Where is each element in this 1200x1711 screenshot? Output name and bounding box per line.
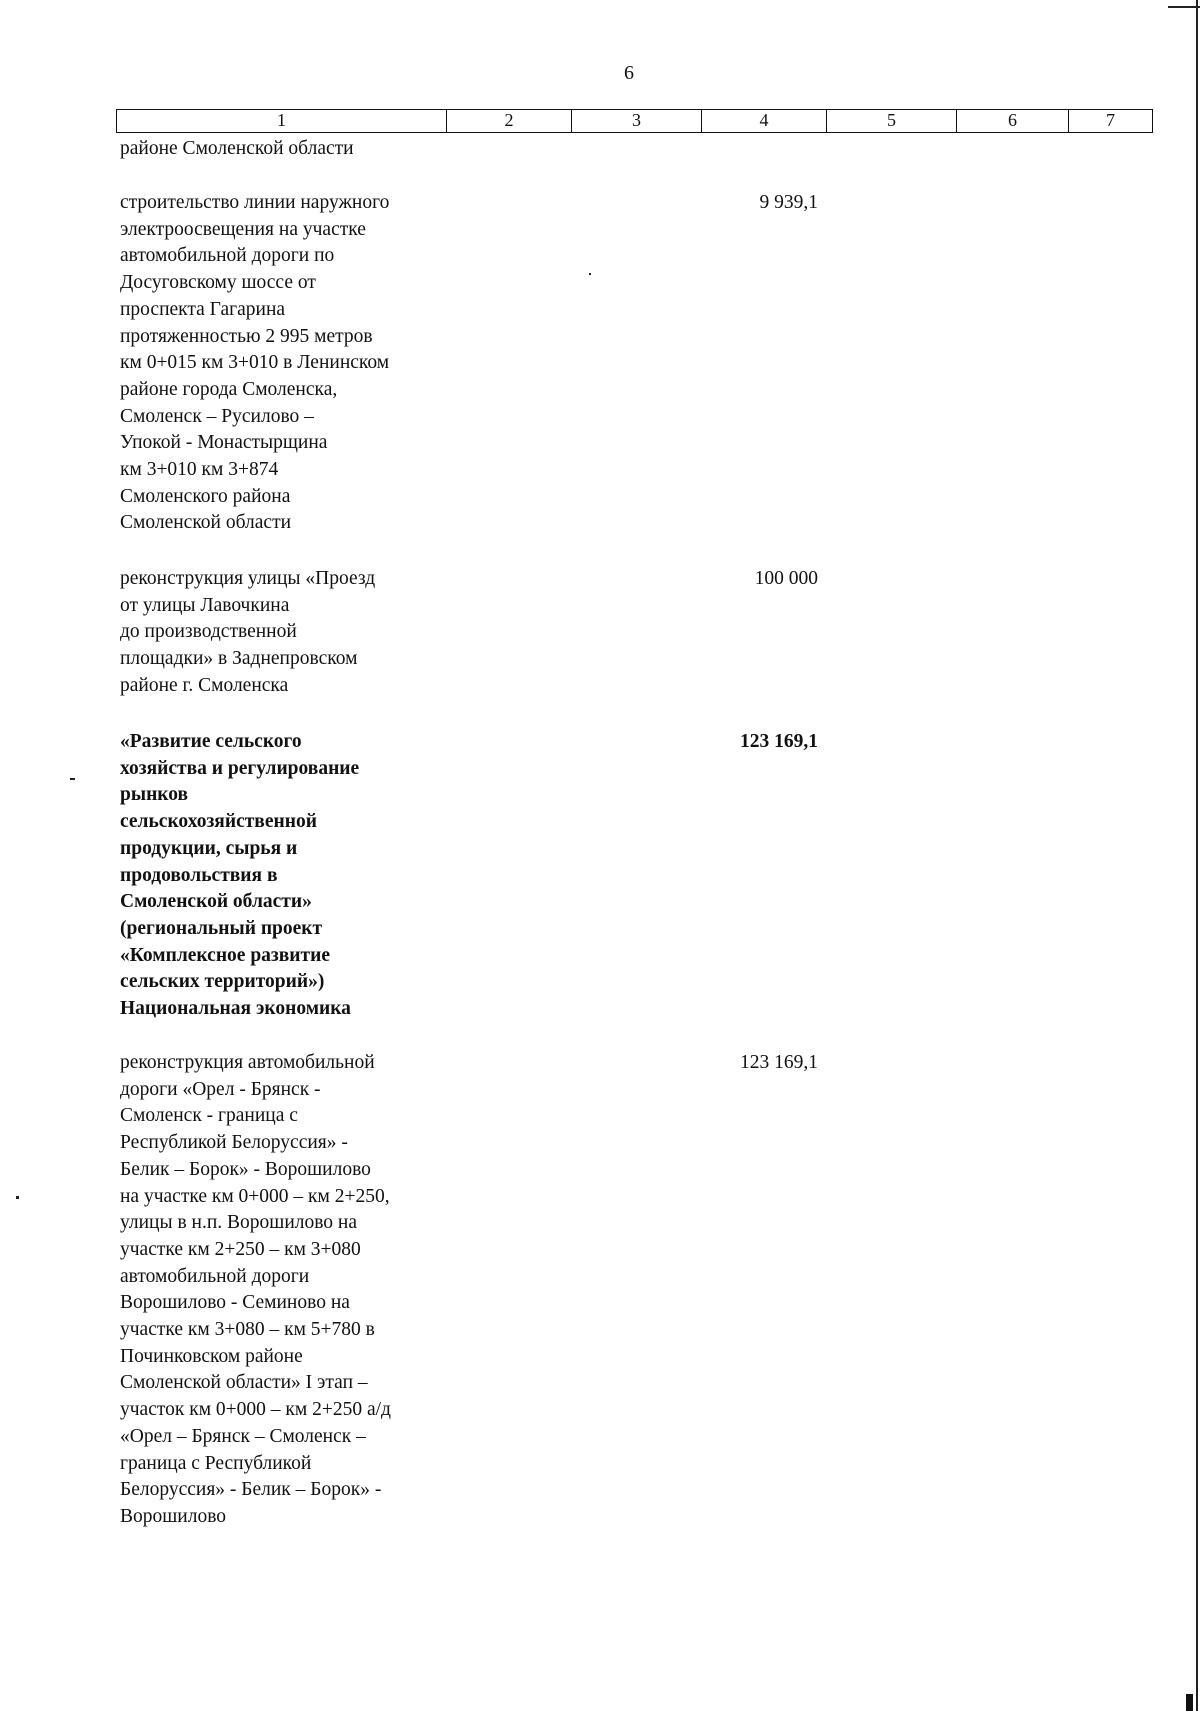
- column-header-2: 2: [447, 110, 572, 132]
- row-amount: 100 000: [754, 568, 818, 589]
- section-title: «Развитие сельского хозяйства и регулирование рынков сельскохозяйственной продукции, сырья и продовольствия в Смоленской области» (региональный проект «Комплексное развитие сельских территорий») Национальная экономика: [120, 731, 360, 1020]
- scan-speck: [70, 778, 75, 780]
- scan-corner-mark: [1186, 1694, 1193, 1711]
- column-header-7: 7: [1106, 110, 1115, 130]
- row-amount: 9 939,1: [759, 192, 818, 213]
- scan-speck: [589, 273, 591, 275]
- column-header-6: 6: [957, 110, 1069, 132]
- row-amount: 123 169,1: [740, 1052, 818, 1073]
- row-description: районе Смоленской области: [120, 138, 354, 159]
- row-description: реконструкция автомобильной дороги «Орел - Брянск - Смоленск - граница с Республикой Белоруссия» - Белик – Борок» - Ворошилово на участке км 0+000 – км 2+250, улицы в н.п. Ворошилово на участке км 2+250 – км 3+080 автомобильной дороги Ворошилово - Семиново на участке км 3+080 – км 5+780 в Починковском районе Смоленской области» I этап – участок км 0+000 – км 2+250 а/д «Орел – Брянск – Смоленск – граница с Республикой Белоруссия» - Белик – Борок» - Ворошилово: [120, 1052, 391, 1527]
- column-header-1: 1: [117, 110, 447, 132]
- row-description: строительство линии наружного электроосвещения на участке автомобильной дороги по Досуговскому шоссе от проспекта Гагарина протяженностью 2 995 метров км 0+015 км 3+010 в Ленинском районе города Смоленска, Смоленск – Русилово – Упокой - Монастырщина км 3+010 км 3+874 Смоленского района Смоленской области: [120, 192, 390, 534]
- table-row: [120, 136, 700, 163]
- table-row: [120, 190, 818, 537]
- table-row: [120, 566, 818, 700]
- column-header-4: 4: [702, 110, 827, 132]
- row-description: реконструкция улицы «Проезд от улицы Лавочкина до производственной площадки» в Заднепровском районе г. Смоленска: [120, 568, 376, 696]
- page-number: 6: [624, 62, 634, 84]
- column-header-3: 3: [572, 110, 702, 132]
- scan-edge-right: [1196, 0, 1198, 1711]
- table-row-section: [120, 729, 818, 1023]
- section-amount: 123 169,1: [740, 731, 818, 752]
- table-row: [120, 1050, 818, 1531]
- scan-speck: [16, 1196, 19, 1199]
- table-header-row: [116, 109, 1153, 133]
- column-header-5: 5: [827, 110, 957, 132]
